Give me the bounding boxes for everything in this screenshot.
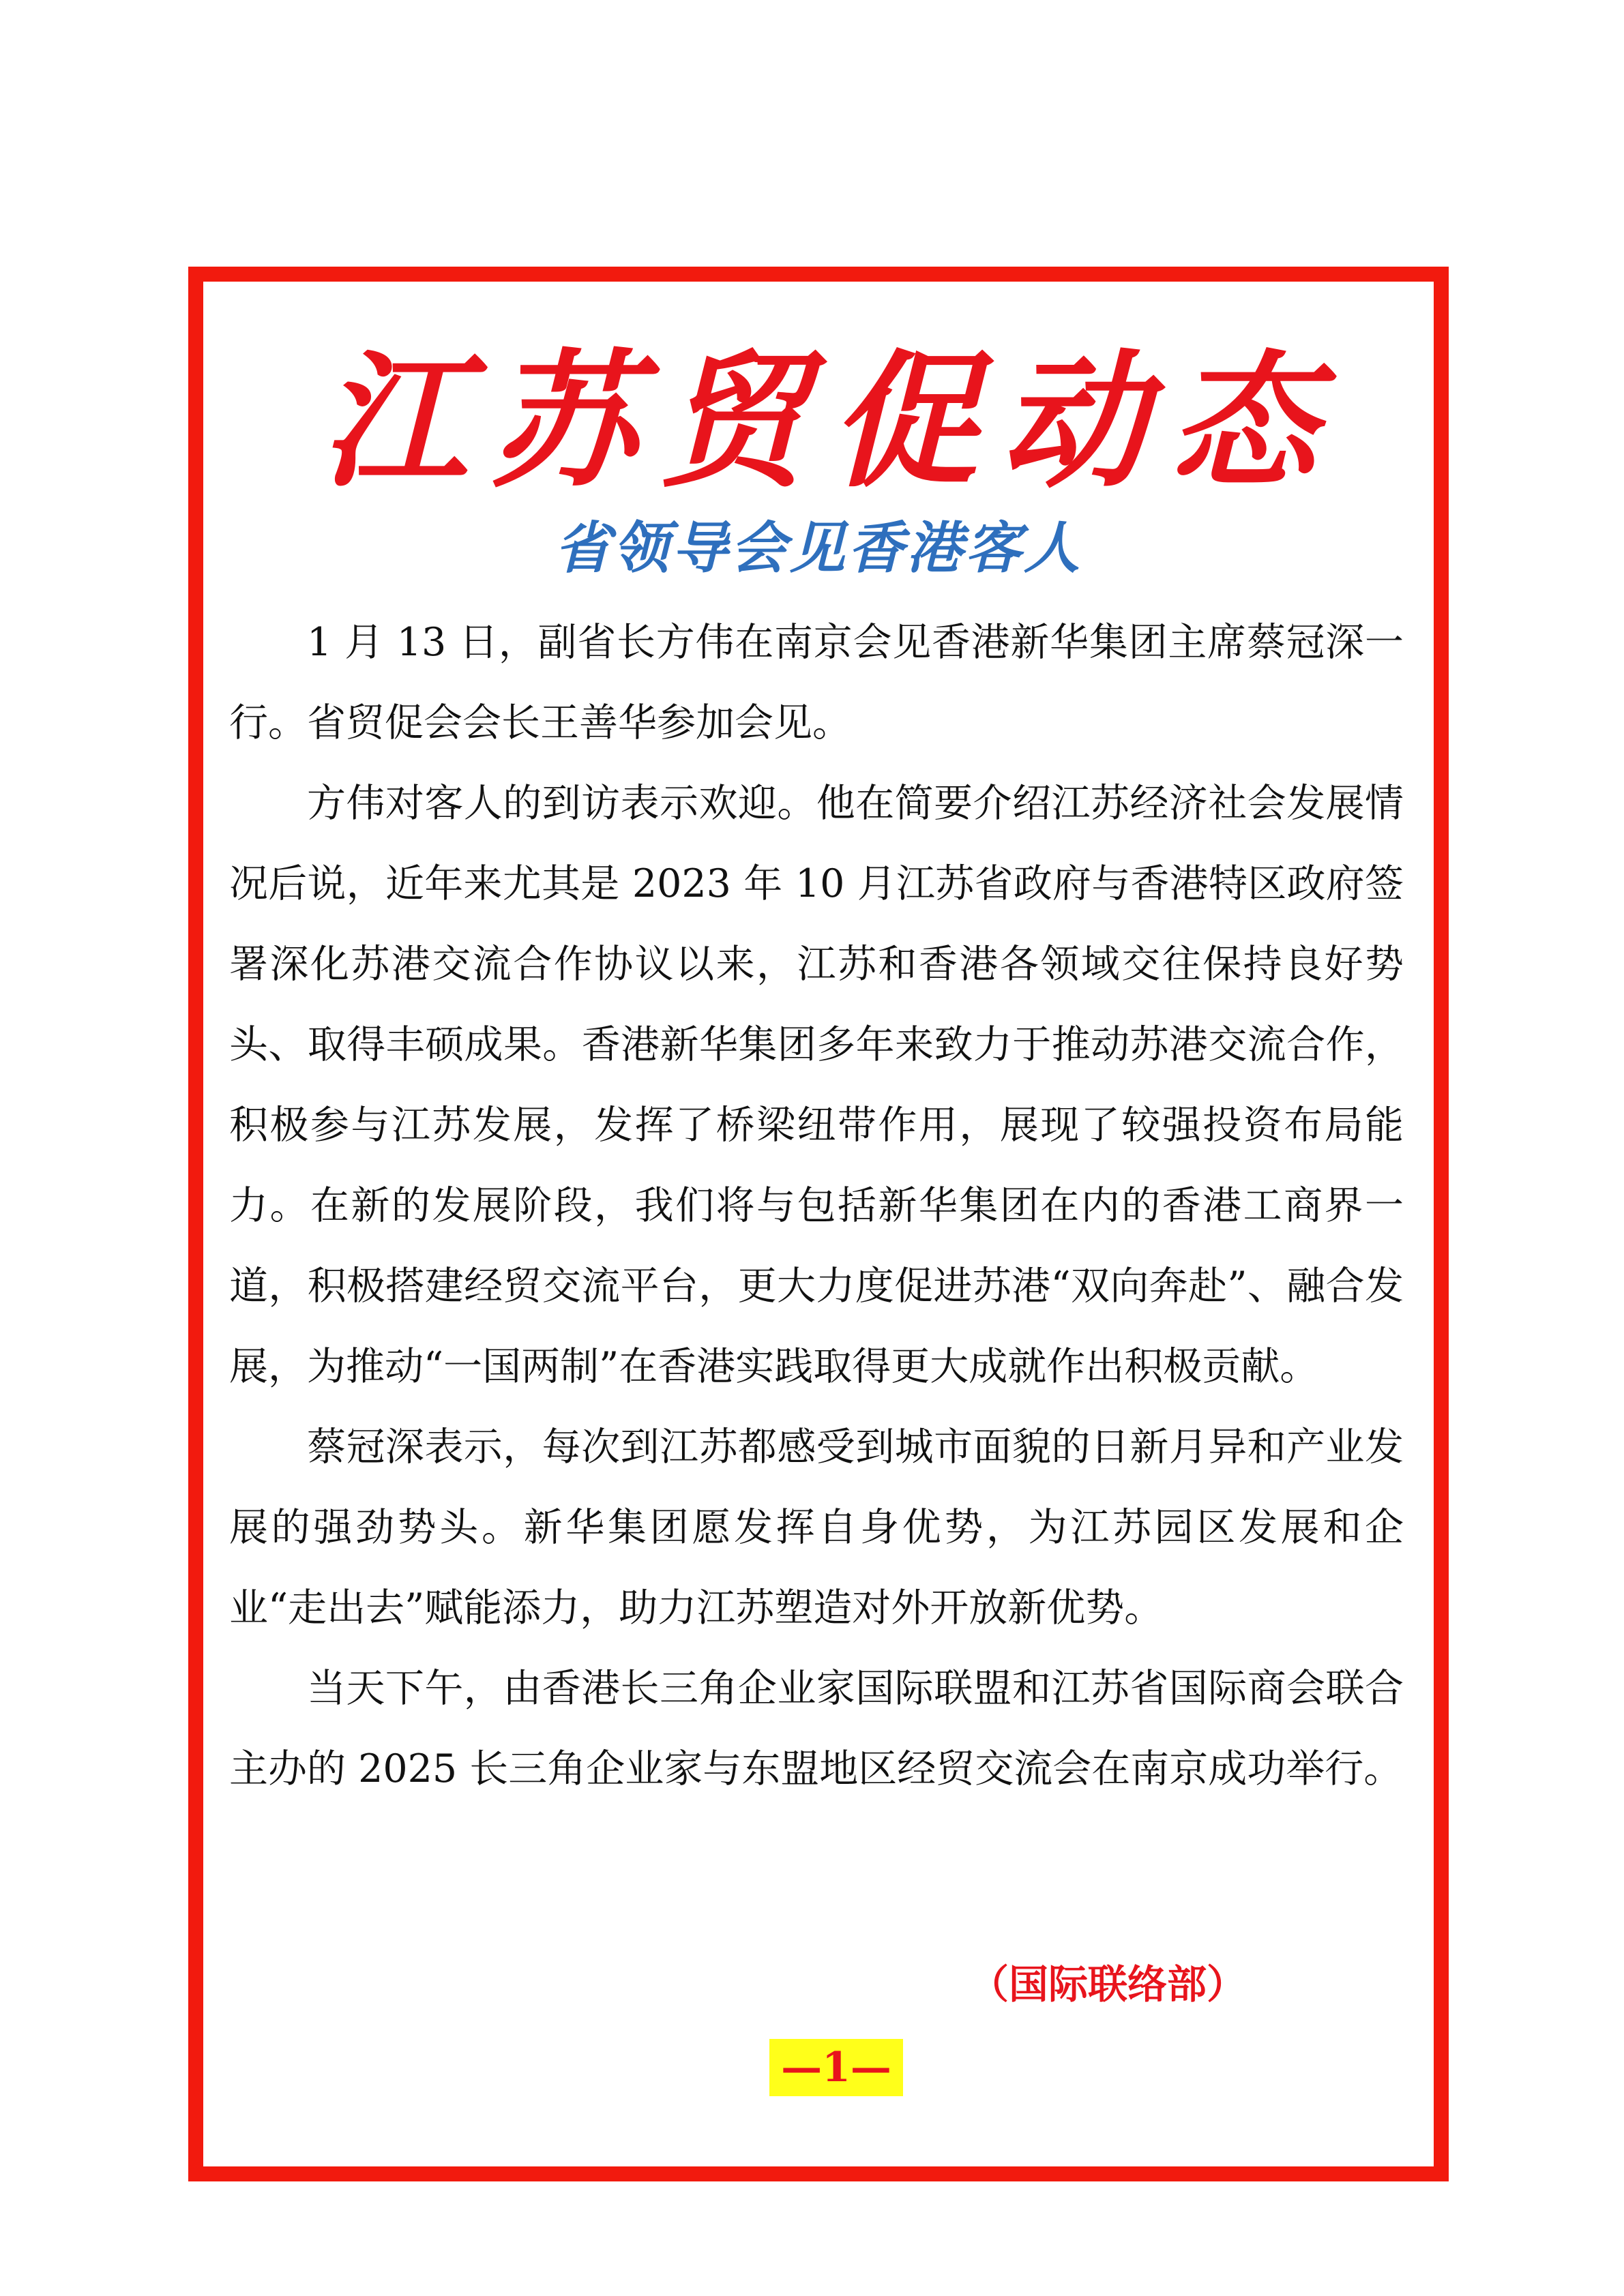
masthead-title: 江苏贸促动态 [321, 335, 1340, 507]
department-byline: （国际联络部） [969, 1961, 1246, 2008]
page-number: —1— [769, 2039, 903, 2096]
paragraph: 蔡冠深表示，每次到江苏都感受到城市面貌的日新月异和产业发展的强劲势头。新华集团愿发挥自身优势，为江苏园区发展和企业“走出去”赋能添力，助力江苏塑造对外开放新优势。 [229, 1425, 1404, 1630]
paragraph: 方伟对客人的到访表示欢迎。他在简要介绍江苏经济社会发展情况后说，近年来尤其是 2023 年 10 月江苏省政府与香港特区政府签署深化苏港交流合作协议以来，江苏和香港各领域交往保持良好势头、取得丰硕成果。香港新华集团多年来致力于推动苏港交流合作，积极参与江苏发展，发挥了桥梁纽带作用，展现了较强投资布局能力。在新的发展阶段，我们将与包括新华集团在内的香港工商界一道，积极搭建经贸交流平台，更大力度促进苏港“双向奔赴”、融合发展，为推动“一国两制”在香港实践取得更大成就作出积极贡献。 [229, 781, 1404, 1389]
paragraph: 1 月 13 日，副省长方伟在南京会见香港新华集团主席蔡冠深一行。省贸促会会长王善华参加会见。 [229, 620, 1404, 745]
bulletin-frame [188, 267, 1449, 2181]
article-headline: 省领导会见香港客人 [555, 516, 1082, 581]
paragraph: 当天下午，由香港长三角企业家国际联盟和江苏省国际商会联合主办的 2025 长三角企业家与东盟地区经贸交流会在南京成功举行。 [229, 1666, 1404, 1791]
article-body [229, 602, 1404, 1809]
